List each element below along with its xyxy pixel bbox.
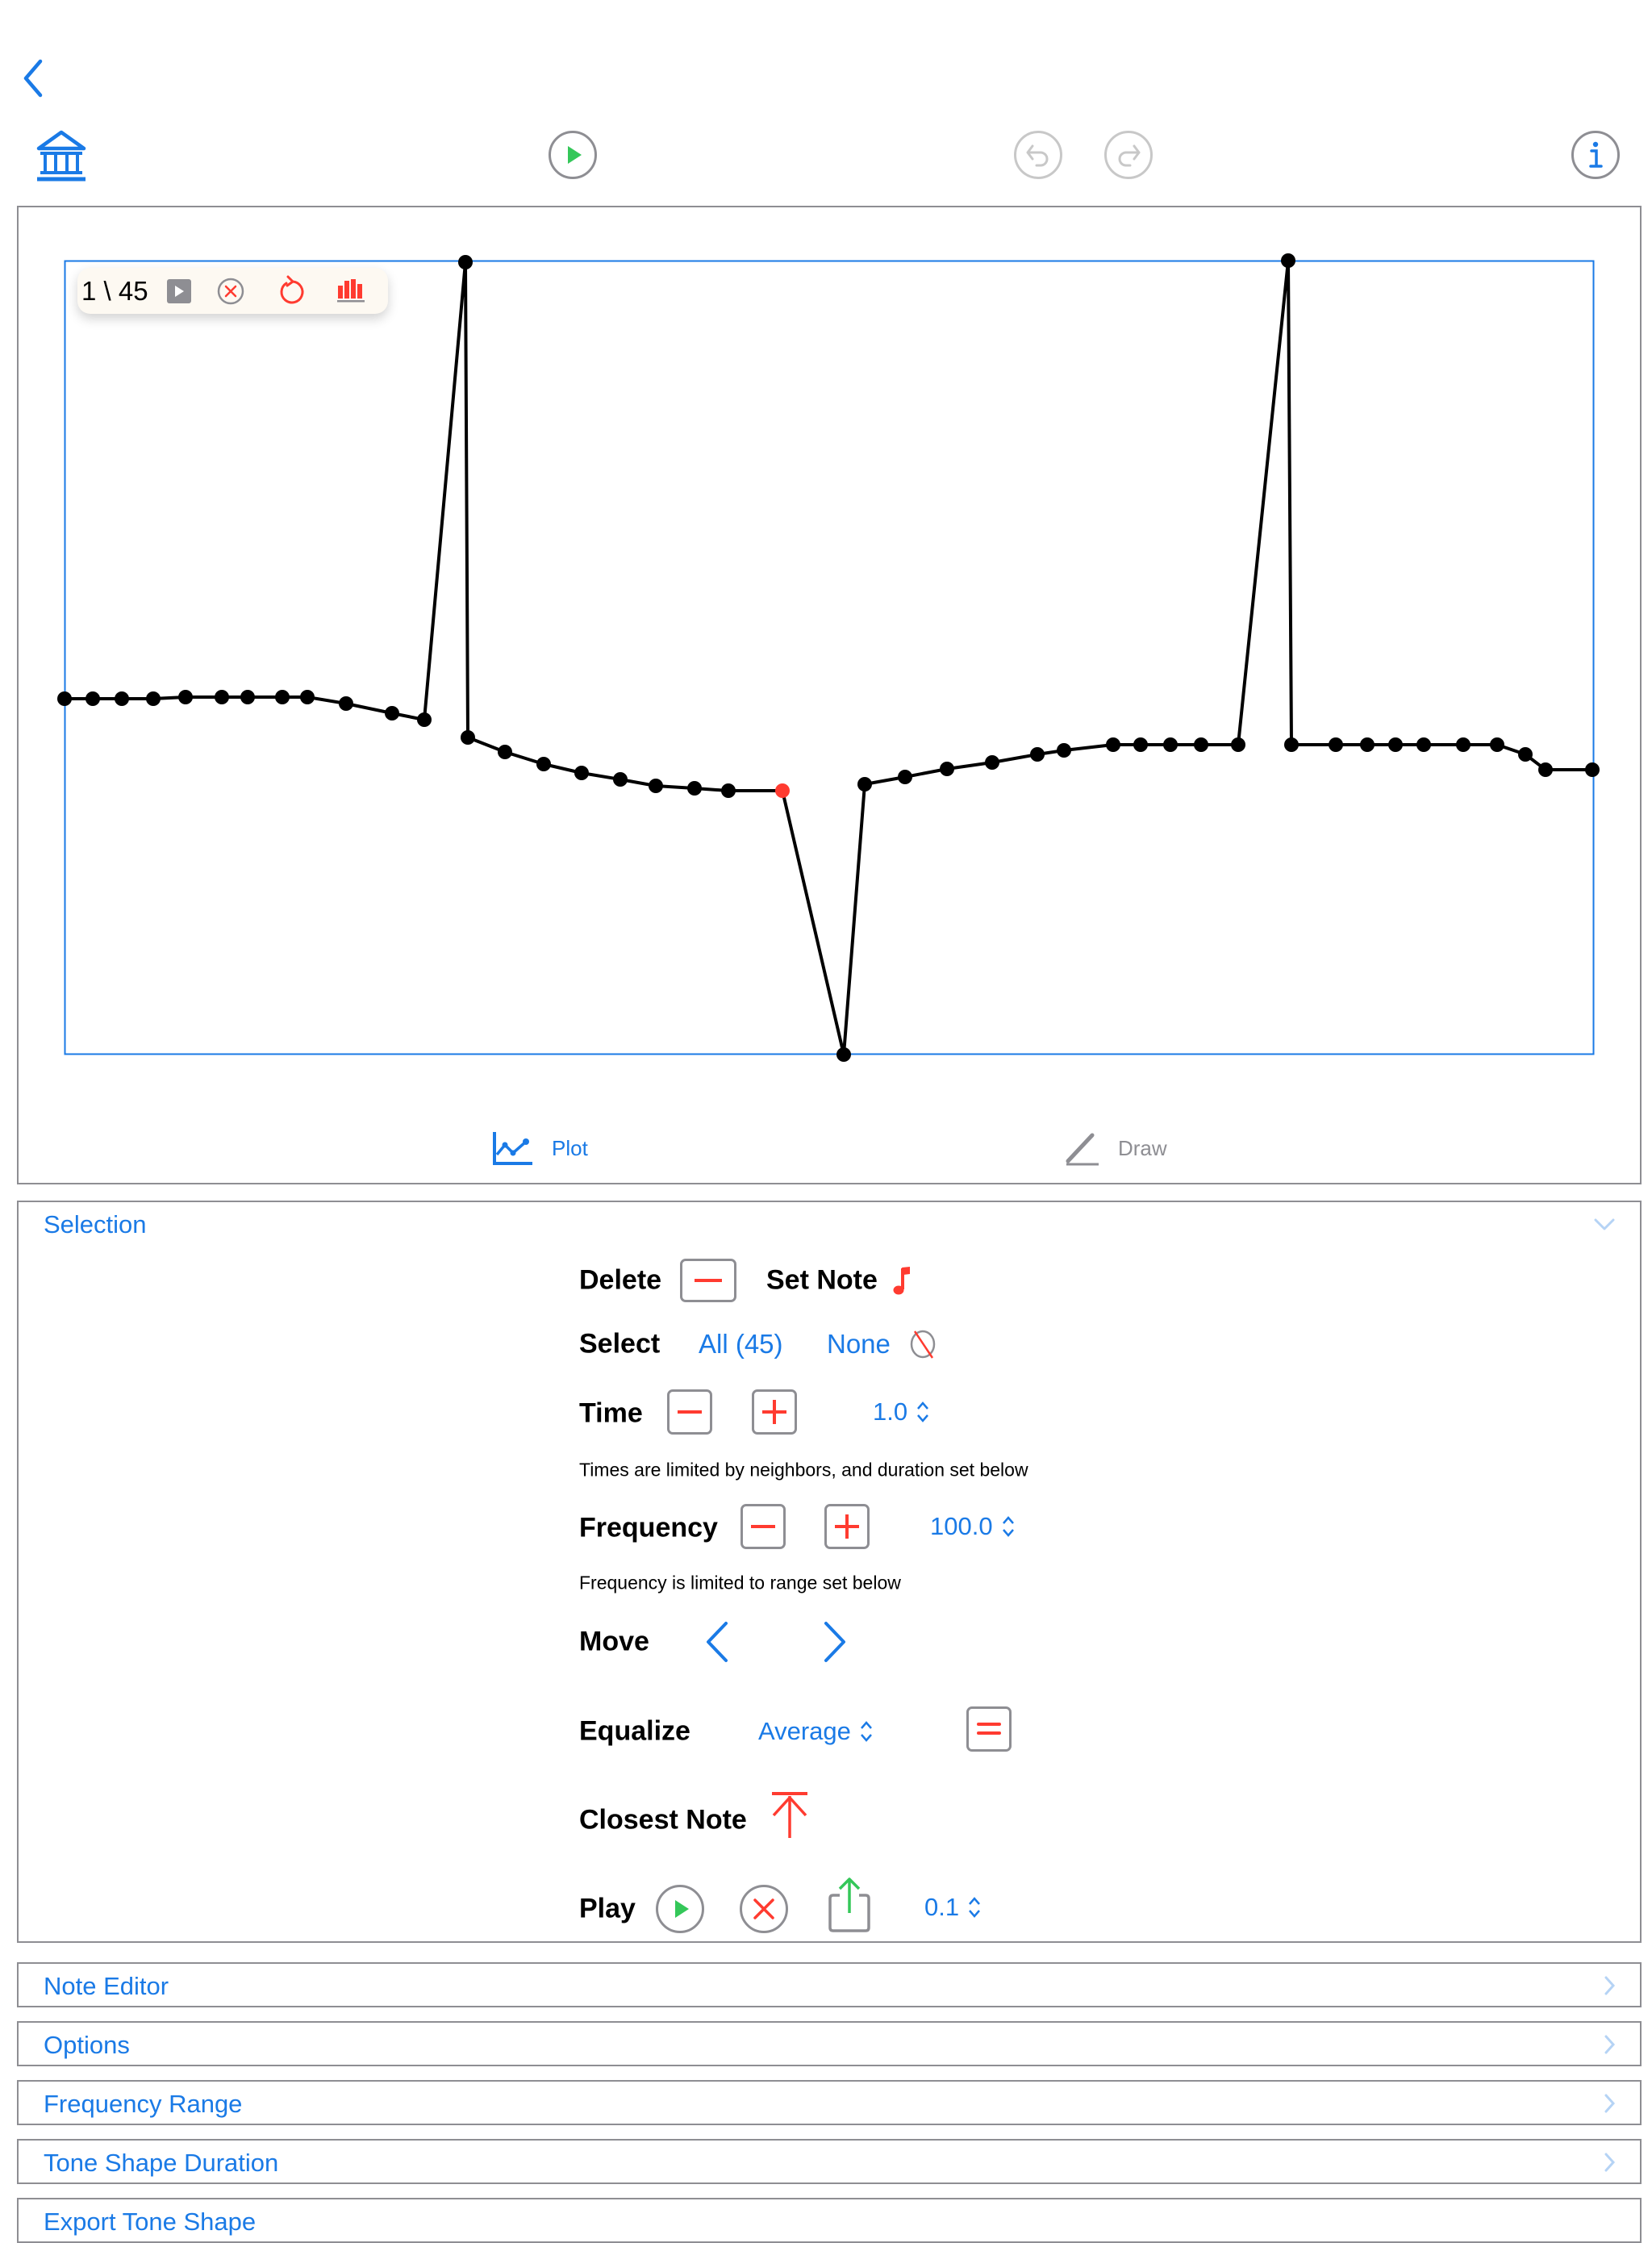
move-left-button[interactable] bbox=[703, 1620, 732, 1668]
minus-icon bbox=[751, 1524, 775, 1529]
minus-icon bbox=[678, 1410, 702, 1414]
play-selection-button[interactable] bbox=[656, 1885, 704, 1933]
chevron-up-down-icon bbox=[916, 1400, 930, 1424]
plot-bounds bbox=[65, 261, 1594, 1055]
selection-title: Selection bbox=[44, 1210, 147, 1238]
section-title: Options bbox=[44, 2031, 130, 2059]
music-note-icon bbox=[891, 1265, 912, 1296]
plot-point[interactable] bbox=[1518, 747, 1533, 762]
chevron-left-icon bbox=[703, 1620, 732, 1664]
rotate-left-icon bbox=[277, 275, 306, 306]
plot-point[interactable] bbox=[775, 783, 790, 798]
plot-point[interactable] bbox=[1163, 737, 1178, 752]
plot-point[interactable] bbox=[1360, 737, 1375, 752]
set-note-label: Set Note bbox=[766, 1264, 878, 1296]
plus-icon bbox=[835, 1514, 859, 1539]
section-frequency-range[interactable] bbox=[17, 2080, 1642, 2125]
plot-point[interactable] bbox=[940, 762, 954, 776]
plot-point[interactable] bbox=[1194, 737, 1208, 752]
plot-point[interactable] bbox=[1538, 762, 1553, 777]
plot-point[interactable] bbox=[1030, 747, 1045, 762]
plot-point[interactable] bbox=[721, 783, 736, 798]
play-duration-stepper[interactable] bbox=[924, 1893, 982, 1922]
time-value: 1.0 bbox=[873, 1397, 908, 1426]
plot-point[interactable] bbox=[536, 757, 551, 771]
section-tone-shape-duration[interactable] bbox=[17, 2139, 1642, 2184]
stop-button[interactable] bbox=[740, 1885, 788, 1933]
select-none-icon-button[interactable] bbox=[908, 1329, 937, 1364]
equal-icon bbox=[977, 1721, 1001, 1737]
play-point-button[interactable] bbox=[167, 279, 191, 303]
chevron-up-down-icon bbox=[1001, 1514, 1016, 1539]
xmark-circle-icon bbox=[217, 278, 244, 305]
time-stepper[interactable] bbox=[873, 1397, 930, 1426]
plot-points[interactable] bbox=[57, 253, 1600, 1062]
selection-header[interactable] bbox=[19, 1202, 1640, 1247]
delete-label: Delete bbox=[579, 1264, 662, 1296]
section-note-editor[interactable] bbox=[17, 1962, 1642, 2007]
closest-note-label: Closest Note bbox=[579, 1804, 747, 1836]
delete-button[interactable] bbox=[680, 1259, 736, 1302]
chevron-down-icon bbox=[1593, 1217, 1616, 1233]
plot-point[interactable] bbox=[574, 766, 589, 780]
time-label: Time bbox=[579, 1397, 643, 1429]
plot-point[interactable] bbox=[836, 1047, 851, 1062]
plot-point[interactable] bbox=[385, 706, 399, 721]
select-label: Select bbox=[579, 1328, 661, 1360]
section-title: Note Editor bbox=[44, 1972, 169, 2000]
reset-button[interactable] bbox=[277, 275, 306, 310]
plot-point[interactable] bbox=[1057, 743, 1071, 758]
plot-point[interactable] bbox=[275, 690, 290, 704]
chevron-right-icon bbox=[1603, 2093, 1616, 2114]
plot-point[interactable] bbox=[1329, 737, 1343, 752]
plot-point[interactable] bbox=[857, 777, 872, 792]
plot-point[interactable] bbox=[613, 772, 628, 787]
frequency-label: Frequency bbox=[579, 1512, 718, 1543]
section-title: Export Tone Shape bbox=[44, 2207, 257, 2236]
plot-point[interactable] bbox=[649, 779, 663, 793]
frequency-decrement-button[interactable] bbox=[740, 1504, 786, 1549]
minus-icon bbox=[695, 1278, 722, 1283]
plot-point[interactable] bbox=[985, 755, 999, 770]
frequency-increment-button[interactable] bbox=[824, 1504, 870, 1549]
frequency-stepper[interactable] bbox=[930, 1512, 1016, 1541]
tab-draw[interactable] bbox=[1063, 1128, 1167, 1168]
plot-point[interactable] bbox=[300, 690, 315, 704]
share-icon bbox=[827, 1876, 872, 1934]
plot-point[interactable] bbox=[687, 781, 702, 796]
play-duration-value: 0.1 bbox=[924, 1893, 960, 1921]
tab-draw-label: Draw bbox=[1118, 1135, 1167, 1160]
section-title: Frequency Range bbox=[44, 2090, 243, 2118]
equalize-mode-picker[interactable] bbox=[758, 1717, 874, 1746]
tab-plot-label: Plot bbox=[552, 1135, 588, 1160]
select-all-button[interactable]: All (45) bbox=[699, 1329, 783, 1359]
plot-point[interactable] bbox=[1585, 762, 1600, 777]
plot-point[interactable] bbox=[498, 745, 512, 759]
move-label: Move bbox=[579, 1626, 649, 1657]
plot-point[interactable] bbox=[240, 690, 255, 704]
plot-point[interactable] bbox=[461, 730, 475, 745]
time-increment-button[interactable] bbox=[752, 1389, 797, 1435]
equalize-label: Equalize bbox=[579, 1715, 690, 1747]
plot-point[interactable] bbox=[1231, 737, 1245, 752]
arrow-up-to-line-icon bbox=[769, 1791, 811, 1840]
play-square-icon bbox=[173, 285, 186, 298]
plot-point[interactable] bbox=[1284, 737, 1299, 752]
move-right-button[interactable] bbox=[820, 1620, 849, 1668]
chevron-right-icon bbox=[1603, 1975, 1616, 1996]
plot-point[interactable] bbox=[339, 696, 353, 711]
xmark-icon bbox=[752, 1897, 776, 1921]
section-export-tone-shape[interactable] bbox=[17, 2198, 1642, 2243]
plot-point[interactable] bbox=[178, 690, 193, 704]
plot-point[interactable] bbox=[1133, 737, 1148, 752]
point-counter: 1 \ 45 bbox=[81, 275, 148, 306]
plot-point[interactable] bbox=[1416, 737, 1431, 752]
plot-point[interactable] bbox=[1281, 253, 1295, 268]
chevron-right-icon bbox=[1603, 2152, 1616, 2173]
plot-point[interactable] bbox=[1106, 737, 1120, 752]
plot-point[interactable] bbox=[115, 691, 129, 706]
chevron-up-down-icon bbox=[967, 1895, 982, 1919]
play-icon bbox=[668, 1897, 692, 1921]
set-note-button[interactable] bbox=[891, 1265, 912, 1300]
plot-point[interactable] bbox=[146, 691, 161, 706]
chevron-right-icon bbox=[1603, 2034, 1616, 2055]
clear-point-button[interactable] bbox=[217, 278, 244, 309]
plot-point[interactable] bbox=[1456, 737, 1471, 752]
section-title: Tone Shape Duration bbox=[44, 2149, 279, 2177]
time-decrement-button[interactable] bbox=[667, 1389, 712, 1435]
equalize-button[interactable] bbox=[966, 1706, 1012, 1752]
share-button[interactable] bbox=[827, 1876, 872, 1938]
chevron-up-down-icon bbox=[859, 1719, 874, 1744]
plot-point[interactable] bbox=[417, 712, 432, 727]
section-options[interactable] bbox=[17, 2021, 1642, 2066]
line-chart-icon bbox=[492, 1130, 536, 1166]
equalize-mode-value: Average bbox=[758, 1717, 851, 1745]
plot-point[interactable] bbox=[1388, 737, 1403, 752]
tab-plot[interactable] bbox=[492, 1128, 588, 1168]
select-none-button[interactable]: None bbox=[827, 1329, 891, 1359]
plot-point[interactable] bbox=[57, 691, 72, 706]
plot-point[interactable] bbox=[458, 255, 473, 269]
play-label: Play bbox=[579, 1893, 636, 1924]
circle-slash-icon bbox=[908, 1329, 937, 1360]
frequency-note: Frequency is limited to range set below bbox=[579, 1572, 901, 1593]
bar-chart-icon bbox=[336, 278, 367, 303]
plot-point[interactable] bbox=[215, 690, 229, 704]
closest-note-button[interactable] bbox=[769, 1791, 811, 1844]
plot-point[interactable] bbox=[86, 691, 100, 706]
plot-line bbox=[65, 261, 1592, 1055]
plus-icon bbox=[762, 1400, 786, 1424]
plot-point[interactable] bbox=[898, 770, 912, 784]
pencil-icon bbox=[1063, 1130, 1102, 1166]
plot-point[interactable] bbox=[1490, 737, 1504, 752]
chevron-right-icon bbox=[820, 1620, 849, 1664]
time-note: Times are limited by neighbors, and duration set below bbox=[579, 1459, 1028, 1481]
plot-overlay-toolbar bbox=[77, 268, 388, 314]
frequency-value: 100.0 bbox=[930, 1512, 993, 1540]
histogram-button[interactable] bbox=[336, 278, 367, 307]
